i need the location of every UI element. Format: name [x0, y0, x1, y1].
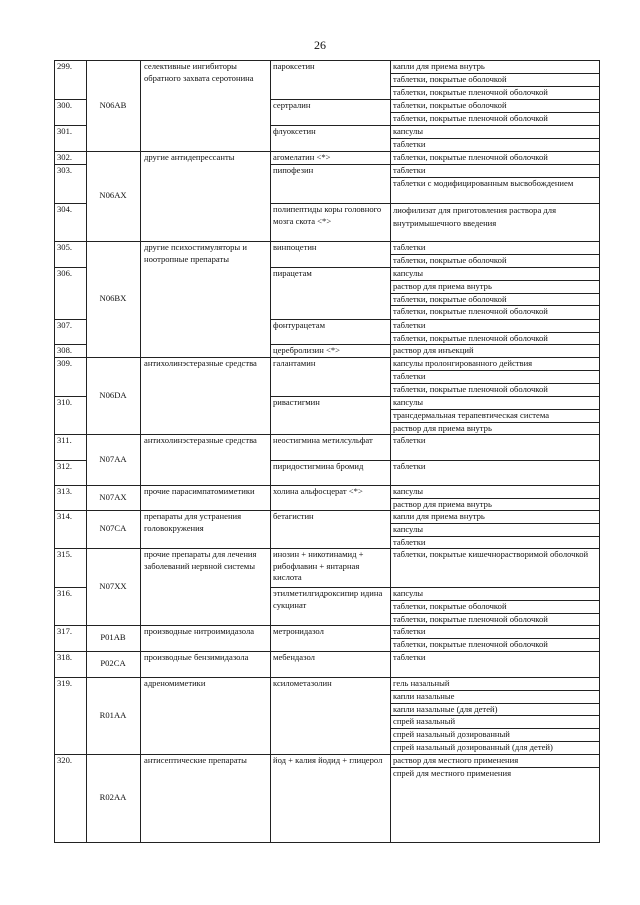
substance-name: пирацетам — [273, 268, 312, 278]
group-name: препараты для устранения головокружения — [144, 511, 242, 533]
dosage-form: капсулы — [393, 397, 424, 407]
table-horizontal-rule — [390, 383, 599, 384]
table-horizontal-rule — [390, 600, 599, 601]
dosage-form: таблетки — [393, 138, 426, 149]
row-number: 310. — [57, 397, 73, 407]
row-number: 308. — [57, 345, 73, 355]
row-number: 319. — [57, 678, 73, 688]
row-number: 313. — [57, 486, 73, 496]
table-horizontal-rule — [390, 370, 599, 371]
substance-name: агомелатин <*> — [273, 152, 331, 162]
table-vertical-rule — [140, 60, 141, 842]
dosage-form: таблетки — [393, 626, 426, 636]
atc-code: N07XX — [99, 580, 127, 591]
table-horizontal-rule — [390, 741, 599, 742]
dosage-form: таблетки — [393, 242, 426, 252]
row-number: 317. — [57, 626, 73, 636]
table-horizontal-rule — [390, 613, 599, 614]
atc-code: N07AA — [99, 453, 127, 464]
table-horizontal-rule — [390, 715, 599, 716]
dosage-form: капсулы — [393, 523, 424, 534]
substance-name: пароксетин — [273, 61, 315, 71]
table-vertical-rule — [54, 60, 55, 842]
group-name: другие антидепрессанты — [144, 152, 235, 162]
dosage-form: капсулы — [393, 588, 424, 598]
dosage-form: таблетки — [393, 461, 426, 471]
row-number: 304. — [57, 204, 73, 214]
atc-code: R02AA — [99, 792, 127, 802]
dosage-form: капсулы — [393, 486, 424, 496]
group-name: производные нитроимидазола — [144, 626, 255, 636]
table-vertical-rule — [270, 60, 271, 842]
dosage-form: раствор для инъекций — [393, 345, 474, 355]
dosage-form: таблетки, покрытые пленочной оболочкой — [393, 86, 548, 97]
dosage-form: таблетки, покрытые пленочной оболочкой — [393, 332, 548, 343]
dosage-form: капли для приема внутрь — [393, 511, 485, 521]
group-name: антихолинэстеразные средства — [144, 358, 257, 368]
group-name: прочие парасимпатомиметики — [144, 486, 255, 496]
substance-name: пиридостигмина бромид — [273, 461, 364, 471]
row-number: 300. — [57, 100, 73, 110]
dosage-form: спрей назальный дозированный — [393, 729, 510, 740]
dosage-form: раствор для местного применения — [393, 755, 519, 765]
row-number: 318. — [57, 652, 73, 662]
page-number: 26 — [314, 38, 326, 52]
substance-name: йод + калия йодид + глицерол — [273, 755, 383, 765]
dosage-form: таблетки, покрытые оболочкой — [393, 600, 507, 611]
table-horizontal-rule — [54, 842, 600, 843]
row-number: 301. — [57, 126, 73, 136]
row-number: 315. — [57, 549, 73, 559]
row-number: 316. — [57, 588, 73, 598]
table-horizontal-rule — [390, 305, 599, 306]
row-number: 314. — [57, 511, 73, 521]
table-horizontal-rule — [390, 638, 599, 639]
substance-name: винпоцетин — [273, 242, 317, 252]
group-name: адреномиметики — [144, 678, 206, 688]
group-name: прочие препараты для лечения заболеваний нервной системы — [144, 549, 257, 571]
atc-code: N06BX — [99, 293, 127, 303]
table-horizontal-rule — [390, 536, 599, 537]
dosage-form: капсулы пролонгированного действия — [393, 358, 533, 368]
dosage-form: таблетки, покрытые оболочкой — [393, 254, 507, 265]
row-number: 307. — [57, 320, 73, 330]
substance-name: холина альфосцерат <*> — [273, 486, 363, 496]
table-horizontal-rule — [390, 73, 599, 74]
dosage-form: таблетки, покрытые пленочной оболочкой — [393, 613, 548, 624]
dosage-form: гель назальный — [393, 678, 450, 688]
table-horizontal-rule — [390, 280, 599, 281]
dosage-form: спрей для местного применения — [393, 767, 512, 778]
table-horizontal-rule — [390, 293, 599, 294]
table-horizontal-rule — [390, 112, 599, 113]
table-horizontal-rule — [390, 254, 599, 255]
atc-code: R01AA — [99, 709, 127, 720]
dosage-form: лиофилизат для приготовления раствора для внутримышечного введения — [393, 205, 557, 228]
table-horizontal-rule — [390, 332, 599, 333]
table-horizontal-rule — [390, 767, 599, 768]
group-name: другие психостимуляторы и ноотропные препараты — [144, 242, 247, 264]
dosage-form: таблетки — [393, 320, 426, 330]
dosage-form: таблетки, покрытые пленочной оболочкой — [393, 152, 548, 162]
dosage-form: раствор для приема внутрь — [393, 280, 492, 291]
substance-name: метронидазол — [273, 626, 324, 636]
substance-name: сертралин — [273, 100, 311, 110]
row-number: 305. — [57, 242, 73, 252]
dosage-form: таблетки, покрытые оболочкой — [393, 73, 507, 84]
substance-name: церебролизин <*> — [273, 345, 340, 355]
substance-name: фонтурацетам — [273, 320, 326, 330]
row-number: 306. — [57, 268, 73, 278]
row-number: 309. — [57, 358, 73, 368]
substance-name: неостигмина метилсульфат — [273, 435, 373, 445]
table-horizontal-rule — [390, 728, 599, 729]
dosage-form: таблетки, покрытые пленочной оболочкой — [393, 112, 548, 123]
dosage-form: таблетки — [393, 536, 426, 547]
row-number: 320. — [57, 755, 73, 765]
dosage-form: таблетки, покрытые оболочкой — [393, 293, 507, 304]
atc-code: P01AB — [100, 632, 126, 642]
dosage-form: таблетки, покрытые пленочной оболочкой — [393, 383, 548, 394]
table-vertical-rule — [599, 60, 600, 842]
group-name: производные бензимидазола — [144, 652, 249, 662]
atc-code: N06AB — [99, 99, 127, 110]
table-horizontal-rule — [390, 86, 599, 87]
dosage-form: спрей назальный дозированный (для детей) — [393, 742, 553, 752]
atc-code: N06AX — [99, 190, 127, 200]
table-horizontal-rule — [390, 138, 599, 139]
atc-code: N06DA — [99, 389, 127, 400]
dosage-form: капсулы — [393, 268, 424, 278]
substance-name: инозин + никотинамид + рибофлавин + янтарная кислота — [273, 549, 364, 582]
table-horizontal-rule — [390, 498, 599, 499]
group-name: селективные ингибиторы обратного захвата серотонина — [144, 61, 254, 83]
substance-name: этилметилгидроксипир идина сукцинат — [273, 588, 383, 610]
dosage-form: таблетки, покрытые оболочкой — [393, 100, 507, 110]
dosage-form: таблетки — [393, 435, 426, 445]
dosage-form: раствор для приема внутрь — [393, 498, 492, 509]
atc-code: N07AX — [99, 491, 127, 502]
atc-code: N07CA — [99, 523, 127, 533]
dosage-form: капли назальные — [393, 690, 455, 701]
row-number: 299. — [57, 61, 73, 71]
dosage-form: таблетки — [393, 652, 426, 662]
row-number: 312. — [57, 461, 73, 471]
table-horizontal-rule — [390, 523, 599, 524]
substance-name: мебендазол — [273, 652, 315, 662]
dosage-form: таблетки, покрытые кишечнорастворимой оболочкой — [393, 549, 589, 559]
table-horizontal-rule — [390, 703, 599, 704]
dosage-form: капли для приема внутрь — [393, 61, 485, 71]
dosage-form: трансдермальная терапевтическая система — [393, 409, 550, 420]
substance-name: бетагистин — [273, 511, 314, 521]
group-name: антисептические препараты — [144, 755, 247, 765]
substance-name: ксилометазолин — [273, 678, 332, 688]
dosage-form: капсулы — [393, 126, 424, 136]
atc-code: P02CA — [100, 658, 126, 668]
table-horizontal-rule — [390, 409, 599, 410]
dosage-form: таблетки — [393, 370, 426, 381]
dosage-form: таблетки с модифицированным высвобождением — [393, 177, 574, 188]
dosage-form: раствор для приема внутрь — [393, 422, 492, 433]
substance-name: флуоксетин — [273, 126, 316, 136]
table-horizontal-rule — [390, 690, 599, 691]
dosage-form: таблетки, покрытые пленочной оболочкой — [393, 306, 548, 317]
row-number: 303. — [57, 165, 73, 175]
dosage-form: таблетки, покрытые пленочной оболочкой — [393, 638, 548, 649]
table-horizontal-rule — [390, 422, 599, 423]
dosage-form: спрей назальный — [393, 716, 456, 727]
group-name: антихолинэстеразные средства — [144, 435, 257, 445]
row-number: 311. — [57, 435, 72, 445]
row-number: 302. — [57, 152, 73, 162]
table-vertical-rule — [86, 60, 87, 842]
substance-name: ривастигмин — [273, 397, 320, 407]
dosage-form: таблетки — [393, 165, 426, 175]
dosage-form: капли назальные (для детей) — [393, 703, 498, 714]
substance-name: полипептиды коры головного мозга скота <*> — [273, 204, 382, 226]
substance-name: галантамин — [273, 358, 316, 368]
table-horizontal-rule — [390, 177, 599, 178]
substance-name: пипофезин — [273, 165, 314, 175]
